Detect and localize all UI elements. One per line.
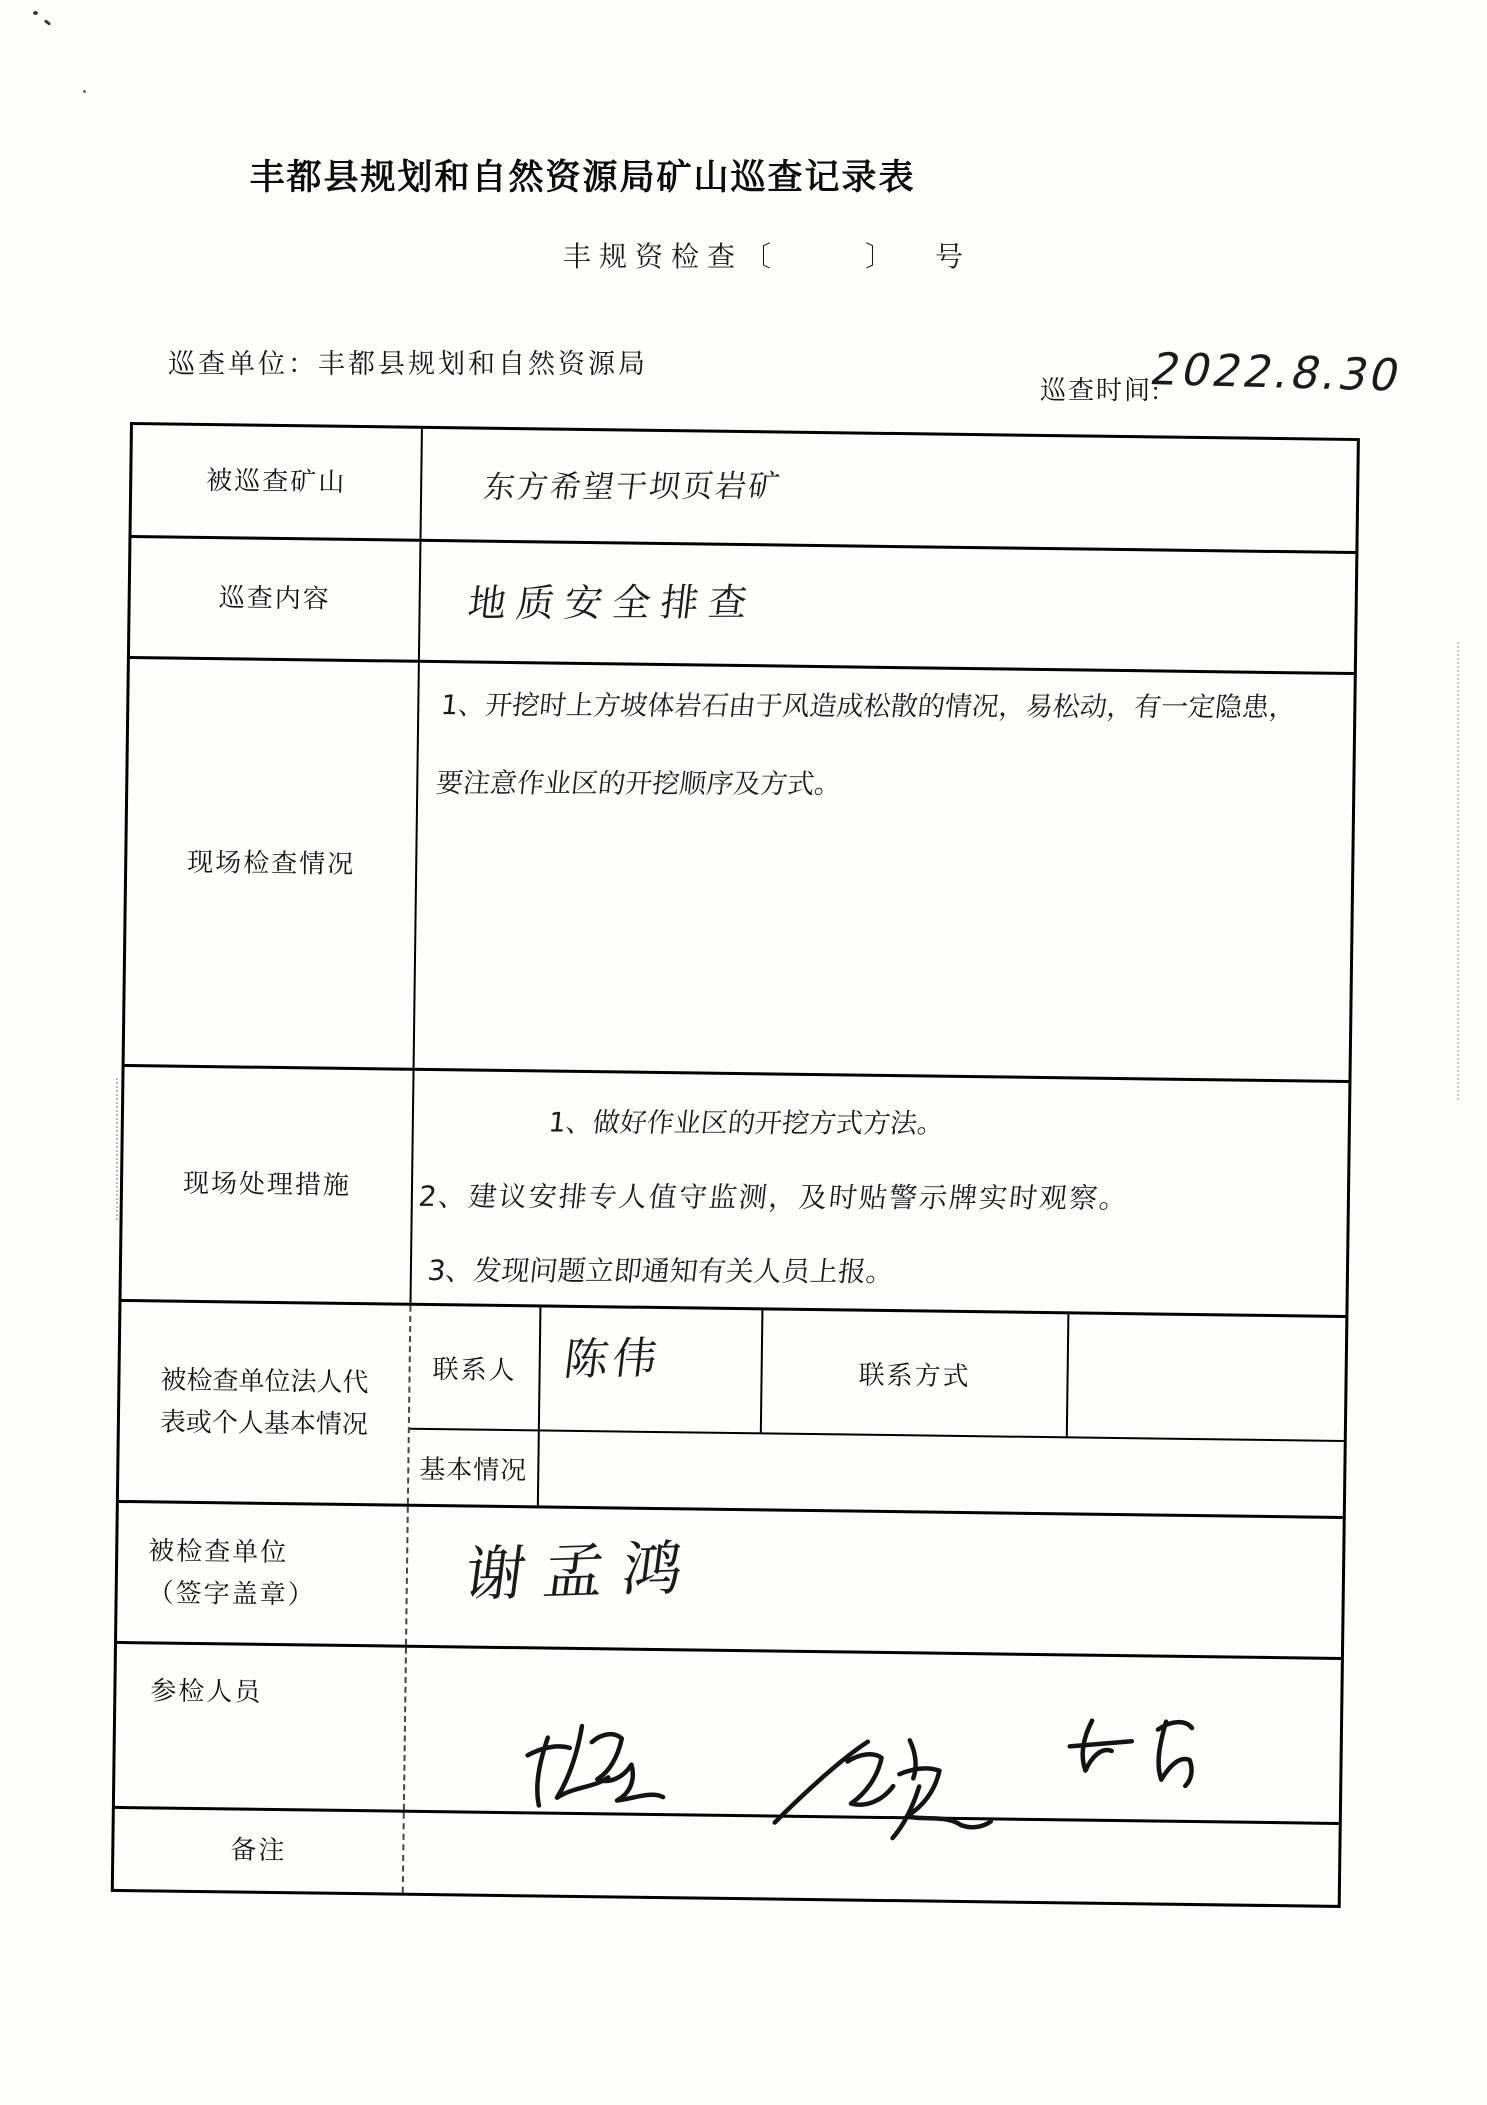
- unit-signature-handwritten: 谢孟鸿: [460, 1533, 706, 1611]
- label-contact-person: 联系人: [410, 1306, 542, 1430]
- label-unit-signature-line1: 被检查单位: [148, 1536, 289, 1568]
- inspection-unit-label: 巡查单位：: [168, 349, 318, 379]
- row-legal-rep: [119, 1302, 1346, 1519]
- row-check-findings: [125, 659, 1354, 1083]
- scan-speck: [44, 19, 51, 26]
- label-handling-measures: 现场处理措施: [122, 1067, 415, 1303]
- row-handling-measures: [121, 1067, 1348, 1318]
- label-unit-signature-line2: （签字盖章）: [147, 1578, 316, 1610]
- measures-line-3: 3、发现问题立即通知有关人员上报。: [426, 1253, 896, 1289]
- label-legal-rep-line2: 表或个人基本情况: [159, 1407, 369, 1440]
- doc-number-line: [563, 235, 963, 275]
- measures-line-1: 1、做好作业区的开挖方式方法。: [546, 1107, 946, 1140]
- cell-contact-person: [540, 1307, 764, 1432]
- doc-number-prefix: 丰规资检查〔: [563, 242, 780, 273]
- cell-handling-measures: [411, 1071, 1348, 1315]
- label-inspection-content: 巡查内容: [130, 538, 422, 660]
- cell-basic-info: [539, 1431, 1344, 1516]
- label-inspected-mine: 被巡查矿山: [132, 425, 423, 539]
- inspection-table: [111, 422, 1360, 1908]
- row-inspected-mine: [131, 425, 1356, 554]
- contact-person-handwritten: 陈伟: [561, 1332, 664, 1386]
- inspection-content-handwritten: 地质安全排查: [465, 580, 760, 626]
- legal-rep-subgrid: [409, 1306, 1346, 1516]
- form-title: 丰都县规划和自然资源局矿山巡查记录表: [249, 158, 916, 197]
- measures-line-2: 2、建议安排专人值守监测，及时贴警示牌实时观察。: [416, 1179, 1132, 1215]
- doc-number-close-bracket: 〕: [865, 242, 894, 273]
- inspection-unit-value: 丰都县规划和自然资源局: [318, 349, 648, 379]
- mine-name-handwritten: 东方希望干坝页岩矿: [481, 468, 784, 506]
- row-inspection-content: [130, 538, 1355, 675]
- findings-line-1: 1、开挖时上方坡体岩石由于风造成松散的情况，易松动，有一定隐患，: [439, 690, 1298, 724]
- inspection-unit-line: [168, 342, 648, 381]
- label-legal-rep-line1: 被检查单位法人代: [160, 1365, 369, 1398]
- label-contact-method: 联系方式: [762, 1310, 1070, 1436]
- label-unit-signature: [117, 1503, 409, 1645]
- participant-signature-3: [1061, 1706, 1232, 1793]
- scan-margin-artifact: [1457, 642, 1459, 1100]
- findings-line-2: 要注意作业区的开挖顺序及方式。: [434, 768, 844, 801]
- cell-inspection-content: [420, 542, 1355, 672]
- legal-rep-contact-row: [410, 1306, 1346, 1442]
- label-remarks: 备注: [114, 1809, 405, 1893]
- cell-check-findings: [415, 663, 1354, 1080]
- row-remarks: [114, 1809, 1339, 1905]
- inspection-time-handwritten: 2022.8.30: [1145, 344, 1408, 402]
- label-participants: 参检人员: [115, 1644, 407, 1810]
- label-check-findings: 现场检查情况: [125, 659, 420, 1068]
- row-participants: [115, 1644, 1341, 1825]
- label-basic-info: 基本情况: [409, 1430, 540, 1506]
- row-unit-signature: [117, 1503, 1343, 1660]
- scan-speck: [83, 90, 86, 93]
- participant-signature-1: [513, 1715, 694, 1817]
- scan-edge-artifact: [116, 1078, 118, 1220]
- cell-unit-signature: [407, 1507, 1343, 1657]
- label-legal-rep: [119, 1302, 412, 1504]
- participant-signature-2: [762, 1726, 1004, 1847]
- cell-participants: [405, 1648, 1341, 1822]
- legal-rep-basic-row: [409, 1430, 1344, 1516]
- cell-contact-method: [1068, 1314, 1346, 1440]
- cell-inspected-mine: [421, 429, 1356, 551]
- doc-number-suffix: 号: [935, 242, 964, 273]
- inspection-time-label: 巡查时间:: [1040, 376, 1162, 405]
- scan-speck: [33, 11, 38, 15]
